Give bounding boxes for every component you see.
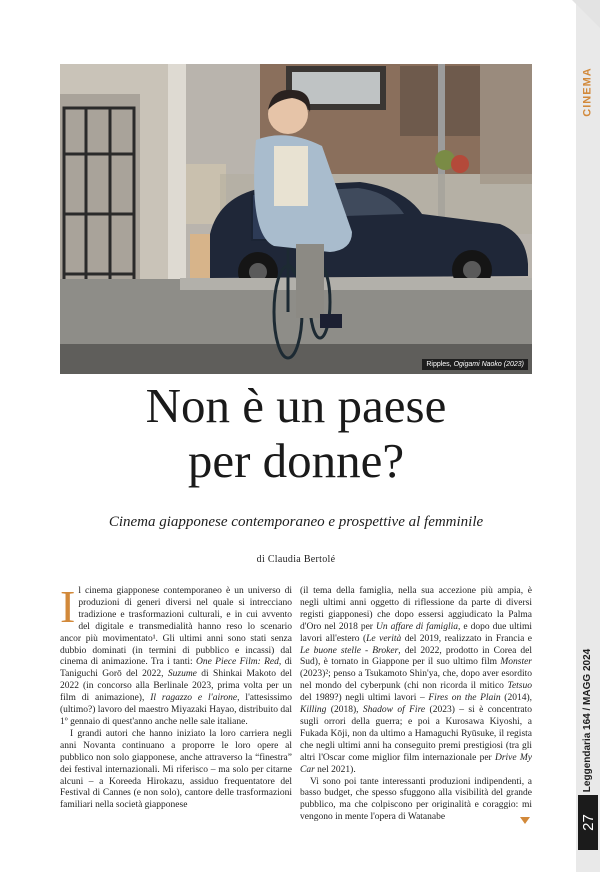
article-photo — [60, 64, 532, 374]
film-title: Suzume — [167, 669, 197, 680]
body-column-left — [60, 581, 293, 846]
film-title: Le buone stelle - Broker — [300, 645, 399, 656]
article-body — [60, 581, 533, 846]
film-title: Fires on the Plain — [428, 693, 501, 704]
drop-cap: I — [60, 581, 76, 632]
page-number-text: 27 — [579, 814, 597, 831]
film-title: Un affare di famiglia — [375, 621, 458, 632]
body-text: del 2019, realizzato in Francia e — [401, 633, 532, 644]
body-text: (2023)²; penso a Tsukamoto Shin'ya, che, dopo aver esordito nel mondo del cyberpunk (chi non ricorda il mitico — [300, 669, 532, 692]
photo-caption — [422, 359, 528, 370]
section-label — [578, 62, 598, 122]
body-text: (2014), — [500, 693, 533, 704]
body-paragraph — [60, 581, 293, 729]
film-title: Shadow of Fire — [362, 705, 426, 716]
body-paragraph — [300, 586, 532, 777]
section-label-text: CINEMA — [582, 67, 595, 117]
page-number — [578, 795, 598, 850]
body-paragraph: Vi sono poi tante interessanti produzioni indipendenti, a basso budget, che spesso sfuggono alla visibilità del grande pubblico, ma che colpiscono per originalità e coraggio: mi vengono in mente l'opera di Watanabe — [300, 776, 532, 823]
issue-label — [578, 648, 598, 792]
caption-director: Ogigami Naoko (2023) — [453, 361, 524, 368]
body-text: , del 2022, prodotto in Corea del Sud), è tornato in Giappone per il suo ultimo film — [300, 645, 532, 668]
body-text: di Shinkai Makoto del 2022 (in concorso alla Berlinale 2023, prima volta per un film di animazione), — [60, 669, 292, 704]
film-title: One Piece Film: Red — [195, 657, 279, 668]
body-text: (2023) – si è concentrato sugli orrori della guerra; e poi a Kurosawa Kiyoshi, a Fukada Kōji, non da ultimo a Hamaguchi Ryūsuke, il regista che negli ultimi anni ha conseguito premi prestigiosi (tra gli altri l'Oscar come miglior film internazionale per — [300, 705, 532, 763]
body-column-right — [300, 586, 532, 846]
film-title: Tetsuo — [507, 681, 532, 692]
body-text: l cinema giapponese contemporaneo è un universo di produzioni di generi diversi nel quale si intrecciano tradizione e trasformazioni culturali, e in cui avvento del digitale e transmedialità hanno reso lo scenario ancor più movimentato¹. Gli ultimi anni sono stati senza dubbio dominati (in termini di pubblico e incassi) dal cinema di animazione. Tra i tanti: — [60, 586, 292, 668]
body-text: (2018), — [326, 705, 363, 716]
caption-film-title: Ripples, — [426, 361, 454, 368]
film-title: Le verità — [366, 633, 402, 644]
film-title: Il ragazzo e l'airone — [150, 693, 238, 704]
article-title — [60, 378, 532, 488]
body-paragraph: I grandi autori che hanno iniziato la loro carriera negli anni Novanta continuano a proporre le loro opere al pubblico non solo giapponese, anche attraverso la “finestra” dei festival internazionali. Mi riferisco – ma solo per citarne alcuni – a Koreeda Hirokazu, assiduo frequentatore del Festival di Cannes (e non solo), cantore delle trasformazioni familiari nella società giapponese — [60, 728, 292, 811]
film-title: Killing — [300, 705, 327, 716]
body-text: , l'attesissimo (ultimo?) lavoro del maestro Miyazaki Hayao, distribuito dal 1º gennaio di quest'anno anche nelle sale italiane. — [60, 693, 292, 727]
title-line-2: per donne? — [187, 433, 405, 488]
body-text: del 1989?) negli ultimi lavori – — [300, 693, 429, 704]
body-text: nel 2021). — [314, 764, 356, 775]
title-line-1: Non è un paese — [145, 378, 447, 433]
film-title: Drive My Car — [300, 752, 532, 775]
body-text: (il tema della famiglia, nella sua accezione più ampia, è negli ultimi anni oggetto di riflessione da parte di diversi registi giapponesi) che dopo essersi aggiudicato la Palma d'Oro nel 2018 per — [300, 586, 532, 632]
page-corner-fold — [572, 0, 600, 28]
issue-label-text: Leggendaria 164 / MAGG 2024 — [582, 648, 594, 792]
body-text: , di Taniguchi Gorō del 2022, — [60, 657, 293, 680]
body-text: , e dopo due ultimi lavori all'estero ( — [300, 621, 532, 644]
continue-arrow-icon — [520, 817, 530, 824]
article-subtitle: Cinema giapponese contemporaneo e prospettive al femminile — [108, 514, 484, 530]
film-title: Monster — [500, 657, 532, 668]
photo-woman-on-bicycle — [60, 64, 532, 374]
article-byline: di Claudia Bertolé — [256, 554, 336, 565]
